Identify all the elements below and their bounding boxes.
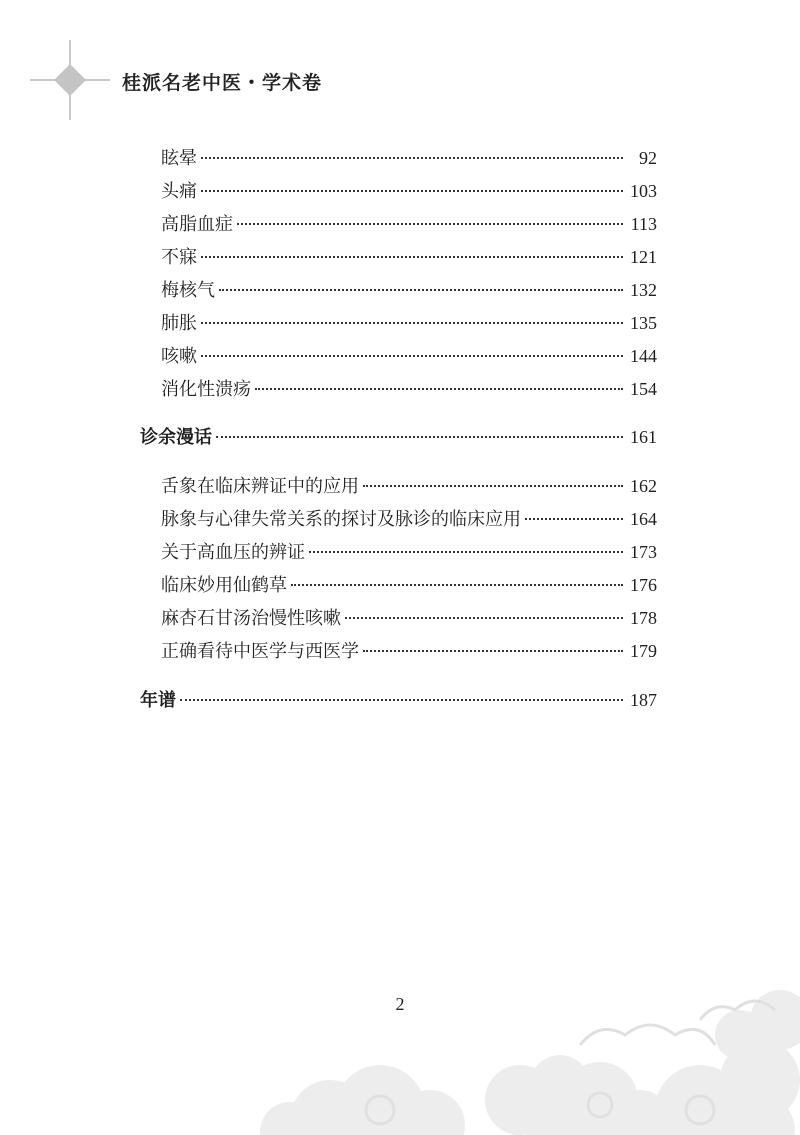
toc-entry-title: 不寐 — [161, 247, 197, 268]
toc-section-title: 年谱 — [140, 690, 176, 711]
dot-leader — [201, 157, 623, 159]
toc-section[interactable] — [140, 686, 657, 712]
toc-entry[interactable] — [161, 505, 657, 531]
dot-leader — [201, 322, 623, 324]
toc-entry-title: 正确看待中医学与西医学 — [161, 641, 359, 662]
dot-leader — [309, 551, 623, 553]
running-header-title: 桂派名老中医・学术卷 — [122, 72, 323, 94]
toc-entry-page: 121 — [630, 247, 657, 267]
dot-leader — [201, 256, 623, 258]
cloud-pattern-decoration — [0, 960, 800, 1135]
toc-entry-title: 咳嗽 — [161, 346, 197, 367]
toc-entry-title: 临床妙用仙鹤草 — [161, 575, 287, 596]
dot-leader — [180, 699, 623, 701]
toc-entry-page: 164 — [630, 509, 657, 529]
dot-leader — [363, 650, 623, 652]
toc-entry[interactable] — [161, 571, 657, 597]
toc-entry-title: 消化性溃疡 — [161, 379, 251, 400]
dot-leader — [525, 518, 623, 520]
toc-section[interactable] — [140, 423, 657, 449]
toc-entry-page: 144 — [630, 346, 657, 366]
toc-entry-title: 梅核气 — [161, 280, 215, 301]
header-diamond-ornament — [30, 40, 110, 120]
toc-entry-page: 178 — [630, 608, 657, 628]
toc-entry-page: 135 — [630, 313, 657, 333]
toc-entry-page: 154 — [630, 379, 657, 399]
toc-entry[interactable] — [161, 276, 657, 302]
dot-leader — [216, 436, 623, 438]
toc-entry-title: 头痛 — [161, 181, 197, 202]
toc-entry[interactable] — [161, 210, 657, 236]
toc-entry-page: 113 — [630, 214, 657, 234]
toc-entry[interactable] — [161, 604, 657, 630]
toc-entry[interactable] — [161, 472, 657, 498]
page-number: 2 — [395, 994, 405, 1014]
dot-leader — [363, 485, 623, 487]
toc-entry-title: 关于高血压的辨证 — [161, 542, 305, 563]
toc-entry-page: 92 — [639, 148, 657, 168]
dot-leader — [219, 289, 623, 291]
toc-entry[interactable] — [161, 309, 657, 335]
toc-entry-page: 179 — [630, 641, 657, 661]
toc-entry[interactable] — [161, 637, 657, 663]
toc-section-page: 161 — [630, 427, 657, 447]
toc-entry[interactable] — [161, 144, 657, 170]
toc-entry-page: 176 — [630, 575, 657, 595]
toc-entry-title: 眩晕 — [161, 148, 197, 169]
toc-section-page: 187 — [630, 690, 657, 710]
dot-leader — [237, 223, 623, 225]
toc-entry-title: 肺胀 — [161, 313, 197, 334]
toc-entry-title: 高脂血症 — [161, 214, 233, 235]
toc-entry[interactable] — [161, 342, 657, 368]
toc-section-title: 诊余漫话 — [140, 427, 212, 448]
toc-entry[interactable] — [161, 538, 657, 564]
toc-entry-title: 脉象与心律失常关系的探讨及脉诊的临床应用 — [161, 509, 521, 530]
dot-leader — [201, 355, 623, 357]
dot-leader — [255, 388, 623, 390]
toc-entry[interactable] — [161, 243, 657, 269]
toc-entry-title: 舌象在临床辨证中的应用 — [161, 476, 359, 497]
dot-leader — [201, 190, 623, 192]
toc-entry[interactable] — [161, 177, 657, 203]
toc-entry-page: 173 — [630, 542, 657, 562]
toc-entry-page: 103 — [630, 181, 657, 201]
dot-leader — [345, 617, 623, 619]
toc-entry-page: 162 — [630, 476, 657, 496]
dot-leader — [291, 584, 623, 586]
toc-entry[interactable] — [161, 375, 657, 401]
toc-entry-title: 麻杏石甘汤治慢性咳嗽 — [161, 608, 341, 629]
toc-entry-page: 132 — [630, 280, 657, 300]
